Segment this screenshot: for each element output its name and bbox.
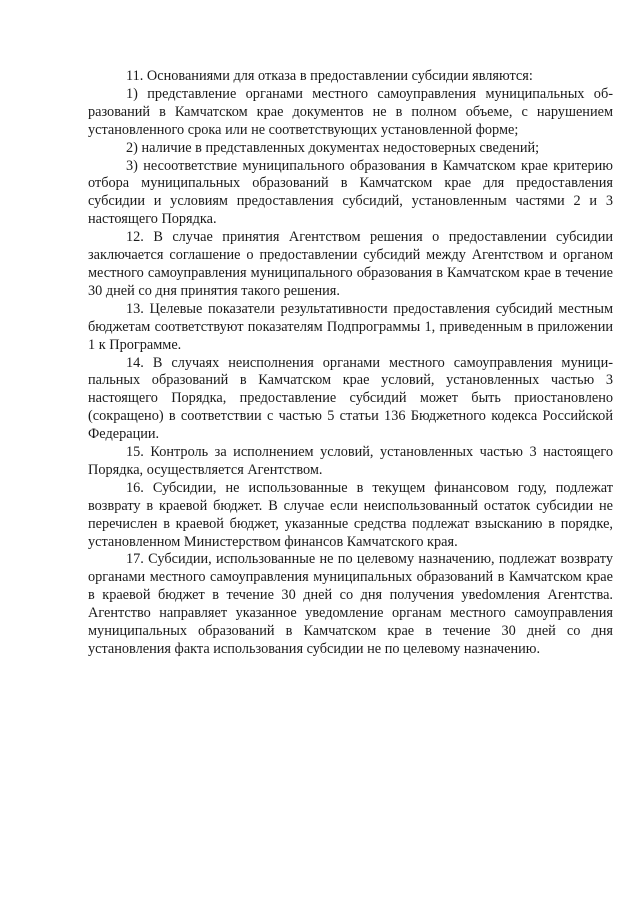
paragraph-11: 11. Основаниями для отказа в предоставлении субсидии являются: bbox=[126, 68, 533, 84]
paragraph-13: 13. Целевые показатели результативности предоставления субсидий местным бюджетам соответствуют показателям Подпрограммы 1, приведенным в приложении 1 к Программе. bbox=[88, 300, 613, 353]
paragraph-15: 15. Контроль за исполнением условий, установленных частью 3 настоящего Порядка, осуществляется Агентством. bbox=[88, 444, 613, 478]
paragraph-11-item-2: 2) наличие в представленных документах недостоверных сведений; bbox=[126, 139, 540, 156]
document-body bbox=[88, 68, 613, 659]
paragraph-11-item-1: 1) представление органами местного самоуправления муниципальных образований в Камчатском крае документов не в полном объеме, с нарушением установленного срока или не соответствующих установленной форме; bbox=[88, 85, 613, 138]
paragraph-17: 17. Субсидии, использованные не по целевому назначению, подлежат возврату органами местного самоуправления муниципальных образований в Камчатском крае в краевой бюджет в течение 30 дней со дня получения увеdомления Агентства. Агентство направляет указанное уведомление органам местного самоуправления муниципальных образований в Камчатском крае в течение 30 дней со дня установления факта использования субсидии не по целевому назначению. bbox=[88, 551, 613, 657]
paragraph-16: 16. Субсидии, не использованные в текущем финансовом году, подлежат возврату в краевой бюджет. В случае если неиспользованный остаток субсидии не перечислен в краевой бюджет, указанные средства подлежат взысканию в порядке, установленном Министерством финансов Камчатского края. bbox=[88, 479, 613, 550]
paragraph-12: 12. В случае принятия Агентством решения о предоставлении субсидии заключается соглашение о предоставлении субсидий между Агентством и органом местного самоуправления муниципального образования в Камчатском крае в течение 30 дней со дня принятия такого решения. bbox=[88, 229, 613, 299]
paragraph-11-item-3: 3) несоответствие муниципального образования в Камчатском крае критерию отбора муниципальных образований в Камчатском крае для предоставления субсидии и условиям предоставления субсидий, установленным частями 2 и 3 настоящего Порядка. bbox=[88, 157, 613, 228]
paragraph-14: 14. В случаях неисполнения органами местного самоуправления муниципальных образований в Камчатском крае условий, установленных частью 3 настоящего Порядка, предоставление субсидий может быть приостановлено (сокращено) в соответствии с частью 5 статьи 136 Бюджетного кодекса Российской Федерации. bbox=[88, 354, 613, 443]
